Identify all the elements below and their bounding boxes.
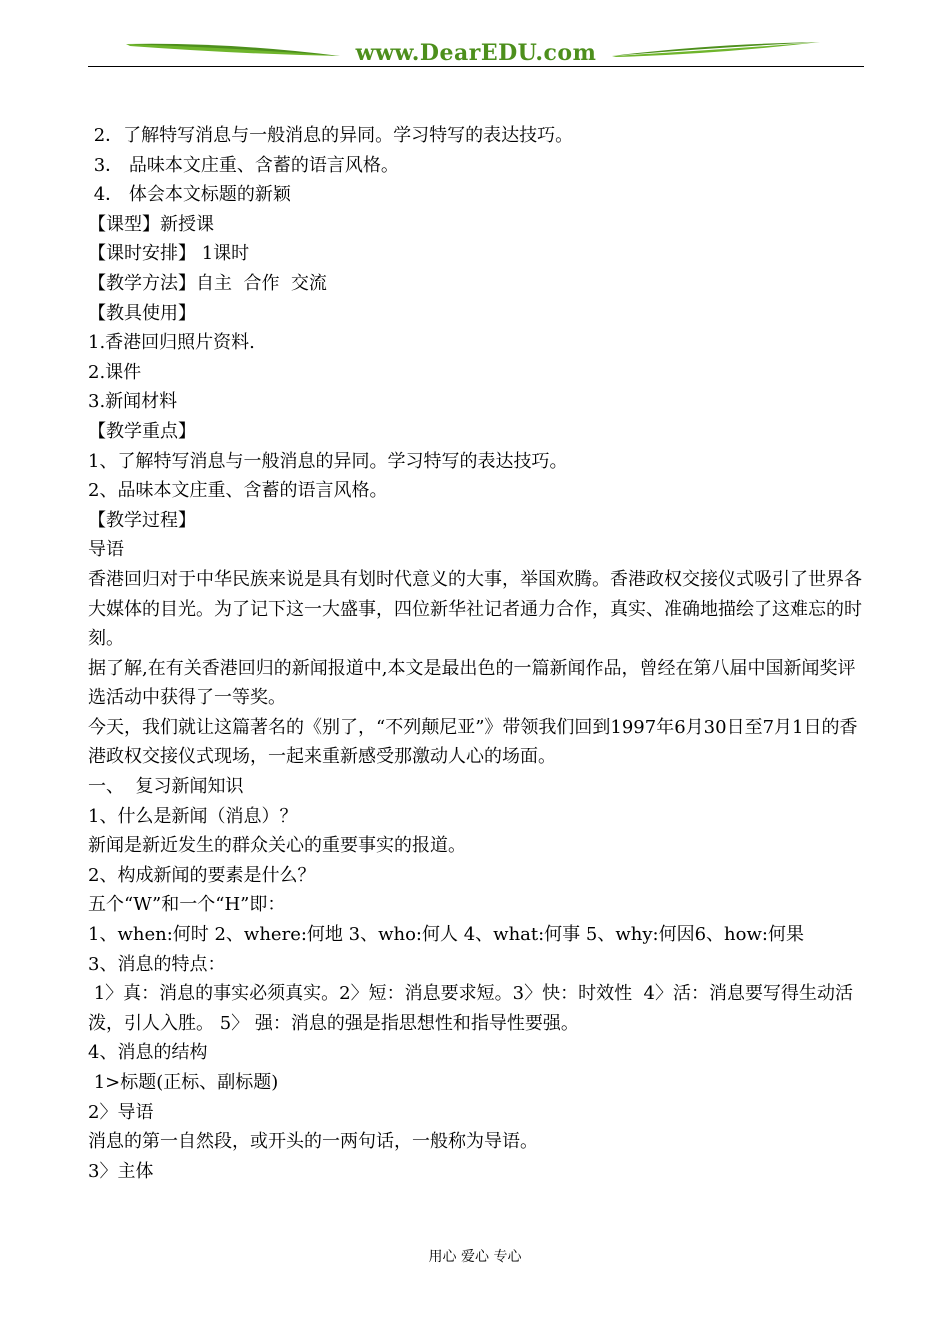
section-label: 【教学过程】 <box>88 509 196 531</box>
paragraph: 1、when:何时 2、where:何地 3、who:何人 4、what:何事 5、why:何因6、how:何果 <box>88 924 804 946</box>
text-line: 导语 <box>88 539 124 561</box>
paragraph: 今天，我们就让这篇著名的《别了，“不列颠尼亚”》带领我们回到1997年6月30日至7月1日的香港政权交接仪式现场，一起来重新感受那激动人心的场面。 <box>88 716 858 768</box>
text-line: 3.新闻材料 <box>88 391 178 413</box>
site-header <box>88 36 864 70</box>
section-label: 【教学方法】自主 合作 交流 <box>88 272 327 294</box>
page-footer: 用心 爱心 专心 <box>428 1249 522 1265</box>
text-line: 4． 体会本文标题的新颖 <box>88 184 291 206</box>
text-line: 1、了解特写消息与一般消息的异同。学习特写的表达技巧。 <box>88 450 568 472</box>
text-line: 2〉导语 <box>88 1101 154 1123</box>
section-heading: 一、 复习新闻知识 <box>88 776 244 798</box>
paragraph: 香港回归对于中华民族来说是具有划时代意义的大事，举国欢腾。香港政权交接仪式吸引了世界各大媒体的目光。为了记下这一大盛事，四位新华社记者通力合作，真实、准确地描绘了这难忘的时刻。 <box>88 568 862 650</box>
text-line: 4、消息的结构 <box>88 1042 208 1064</box>
text-line: 3〉主体 <box>88 1160 154 1182</box>
text-line: 2、构成新闻的要素是什么？ <box>88 864 316 886</box>
paragraph: 据了解,在有关香港回归的新闻报道中,本文是最出色的一篇新闻作品，曾经在第八届中国新闻奖评选活动中获得了一等奖。 <box>88 657 856 709</box>
text-line: 3、消息的特点： <box>88 953 226 975</box>
text-line: 消息的第一自然段，或开头的一两句话，一般称为导语。 <box>88 1131 538 1153</box>
text-line: 1、什么是新闻（消息）？ <box>88 805 298 827</box>
text-line: 五个“W”和一个“H”即： <box>88 894 286 916</box>
paragraph: 1〉真：消息的事实必须真实。2〉短：消息要求短。3〉快：时效性 4〉活：消息要写得生动活泼，引人入胜。 5〉 强：消息的强是指思想性和指导性要强。 <box>88 983 853 1034</box>
section-label: 【课型】新授课 <box>88 213 214 235</box>
text-line: 2、品味本文庄重、含蓄的语言风格。 <box>88 480 388 502</box>
header-divider <box>88 66 864 67</box>
text-line: 2.课件 <box>88 361 142 383</box>
text-line: 新闻是新近发生的群众关心的重要事实的报道。 <box>88 835 466 857</box>
text-line: 1.香港回归照片资料. <box>88 332 255 354</box>
section-label: 【教具使用】 <box>88 302 196 324</box>
text-line: 2．了解特写消息与一般消息的异同。学习特写的表达技巧。 <box>88 125 574 146</box>
section-label: 【教学重点】 <box>88 420 196 442</box>
document-body <box>88 121 864 1186</box>
text-line: 1>标题(正标、副标题) <box>88 1072 279 1093</box>
brand-logo-text: www.DearEDU.com <box>355 40 597 66</box>
section-label: 【课时安排】 1课时 <box>88 243 250 265</box>
text-line: 3． 品味本文庄重、含蓄的语言风格。 <box>88 154 399 176</box>
